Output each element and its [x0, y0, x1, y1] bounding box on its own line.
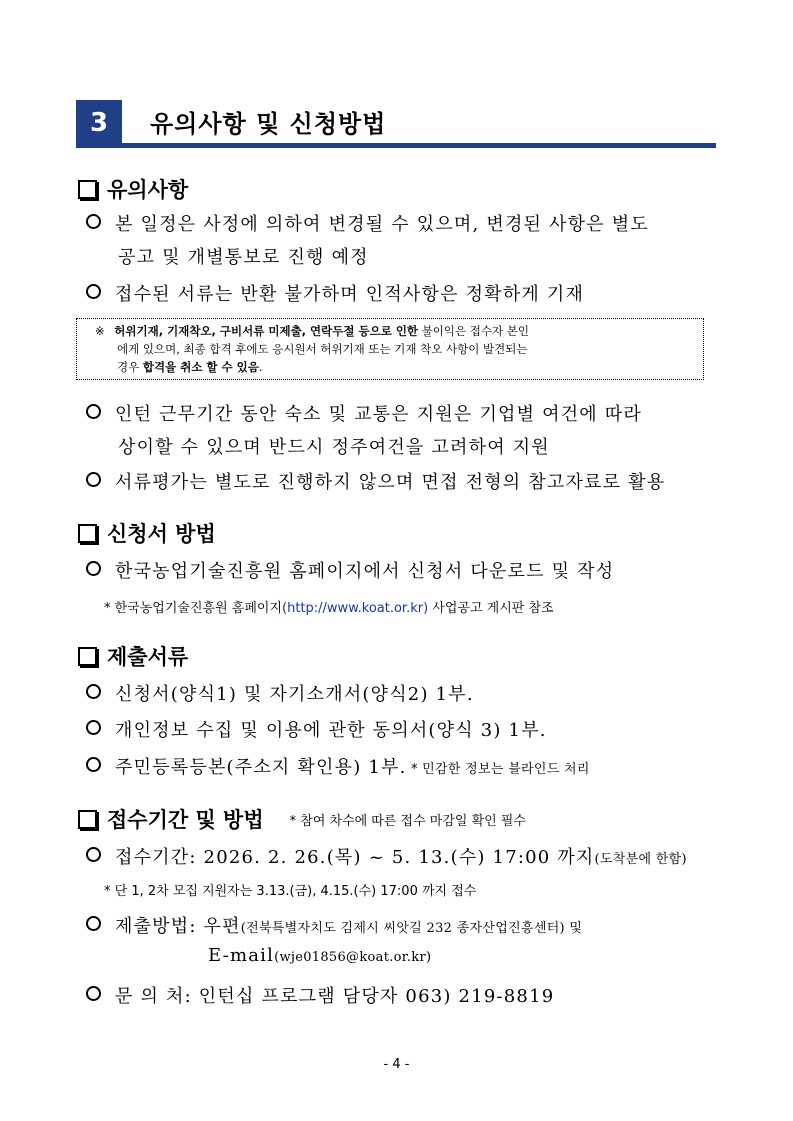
blind-note: * 민감한 정보는 블라인드 처리: [406, 762, 590, 777]
circle-bullet-icon: [86, 404, 101, 419]
circle-bullet-icon: [86, 986, 101, 1001]
period-note: * 단 1, 2차 모집 지원자는 3.13.(금), 4.15.(수) 17:00 까지 접수: [104, 884, 477, 899]
list-item: 접수된 서류는 반환 불가하며 인적사항은 정확하게 기재: [86, 280, 584, 306]
email-address[interactable]: (wje01856@koat.or.kr): [274, 950, 432, 965]
circle-bullet-icon: [86, 720, 101, 735]
subheading-documents-label: 제출서류: [107, 645, 189, 669]
subheading-period-note: * 참여 차수에 따른 접수 마감일 확인 필수: [289, 813, 526, 829]
list-item: 주민등록등본(주소지 확인용) 1부. * 민감한 정보는 블라인드 처리: [86, 753, 590, 779]
circle-bullet-icon: [86, 472, 101, 487]
circle-bullet-icon: [86, 284, 101, 299]
list-item: 인턴 근무기간 동안 숙소 및 교통은 지원은 기업별 여건에 따라: [86, 400, 642, 426]
page-number: - 4 -: [383, 1057, 410, 1072]
circle-bullet-icon: [86, 916, 101, 931]
list-item: 문 의 처: 인턴십 프로그램 담당자 063) 219-8819: [86, 982, 554, 1008]
checkbox-square-icon: [78, 810, 97, 829]
section-divider: [76, 143, 716, 148]
list-item: 신청서(양식1) 및 자기소개서(양식2) 1부.: [86, 680, 474, 706]
subheading-notes-label: 유의사항: [107, 178, 189, 202]
list-item: 한국농업기술진흥원 홈페이지에서 신청서 다운로드 및 작성: [86, 557, 614, 583]
section-title: 유의사항 및 신청방법: [150, 110, 387, 138]
circle-bullet-icon: [86, 214, 101, 229]
warning-line-3: 경우 합격을 취소 할 수 있음.: [117, 360, 263, 374]
warning-bold-text: 허위기재, 기재착오, 구비서류 미제출, 연락두절 등으로 인한: [114, 324, 419, 338]
list-item: 접수기간: 2026. 2. 26.(목) ~ 5. 13.(수) 17:00 까지(도착분에 한함): [86, 843, 687, 869]
warning-box: ※ 허위기재, 기재착오, 구비서류 미제출, 연락두절 등으로 인한 불이익은 접수자 본인 에게 있으며, 최종 합격 후에도 응시원서 허위기재 또는 기재 착오 사항이 발견되는 경우 합격을 취소 할 수 있음.: [76, 318, 704, 380]
list-item-continuation: 공고 및 개별통보로 진행 예정: [118, 247, 369, 268]
circle-bullet-icon: [86, 847, 101, 862]
homepage-link[interactable]: (http://www.koat.or.kr): [282, 601, 429, 616]
subheading-application-label: 신청서 방법: [107, 522, 216, 546]
section-number-badge: 3: [76, 100, 122, 146]
checkbox-square-icon: [78, 524, 97, 543]
subheading-period-label: 접수기간 및 방법: [107, 808, 264, 832]
list-item: 개인정보 수집 및 이용에 관한 동의서(양식 3) 1부.: [86, 716, 547, 742]
list-item: 본 일정은 사정에 의하여 변경될 수 있으며, 변경된 사항은 별도: [86, 210, 649, 236]
reference-mark: ※: [95, 324, 105, 338]
email-line: E-mail(wje01856@koat.or.kr): [208, 945, 432, 966]
circle-bullet-icon: [86, 561, 101, 576]
subheading-period: [76, 804, 526, 834]
subheading-documents: [76, 641, 188, 671]
checkbox-square-icon: [78, 180, 97, 199]
list-item: 서류평가는 별도로 진행하지 않으며 면접 전형의 참고자료로 활용: [86, 468, 665, 494]
apply-note: * 한국농업기술진흥원 홈페이지(http://www.koat.or.kr) 사업공고 게시판 참조: [104, 601, 554, 616]
list-item-continuation: 상이할 수 있으며 반드시 정주여건을 고려하여 지원: [118, 437, 550, 458]
checkbox-square-icon: [78, 647, 97, 666]
list-item: 제출방법: 우편(전북특별자치도 김제시 씨앗길 232 종자산업진흥센터) 및: [86, 912, 582, 938]
subheading-application: [76, 518, 216, 548]
circle-bullet-icon: [86, 757, 101, 772]
circle-bullet-icon: [86, 684, 101, 699]
subheading-notes: [76, 174, 188, 204]
warning-line-2: 에게 있으며, 최종 합격 후에도 응시원서 허위기재 또는 기재 착오 사항이 발견되는: [117, 342, 528, 356]
